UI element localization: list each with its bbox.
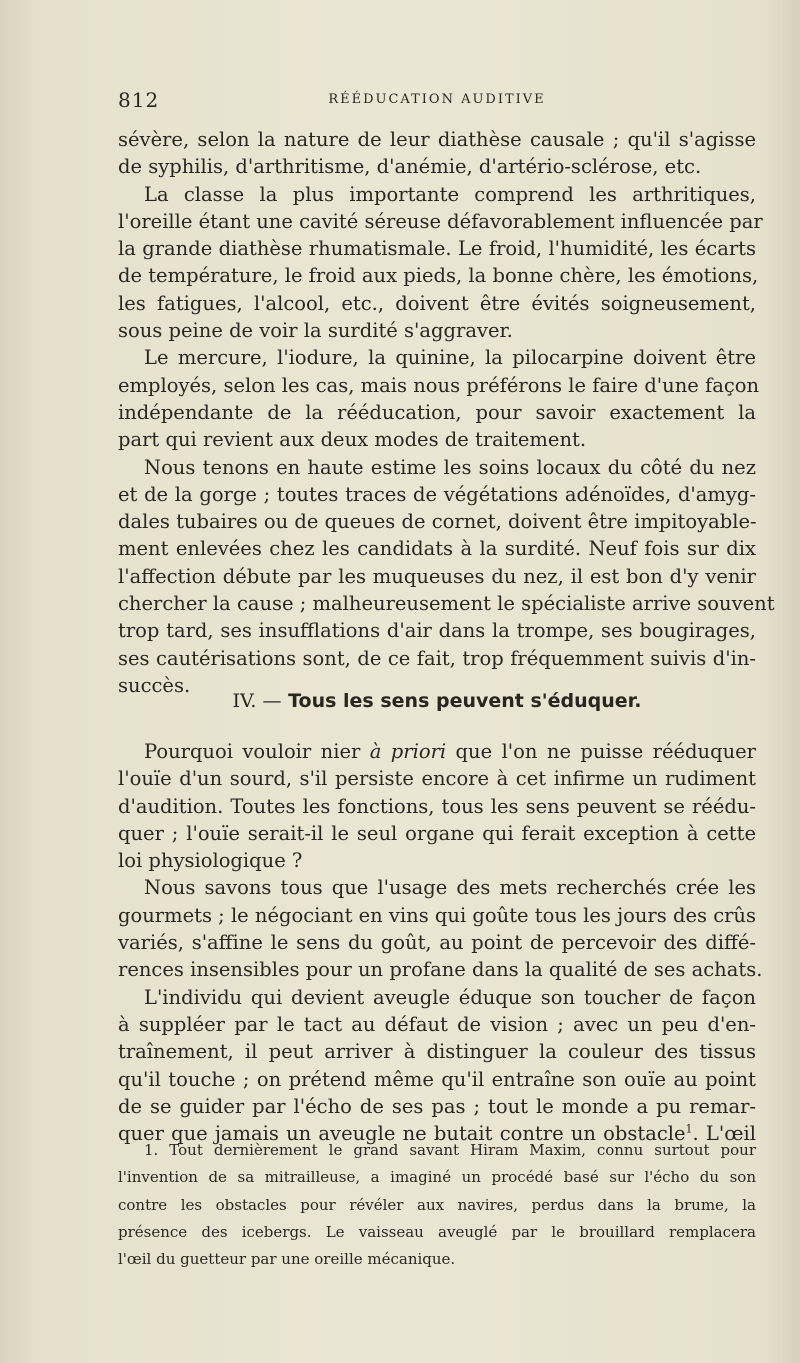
text-line: qu'il touche ; on prétend même qu'il entraîne son ouïe au point [118, 1067, 756, 1091]
running-title: RÉÉDUCATION AUDITIVE [328, 92, 546, 107]
text-line: d'audition. Toutes les fonctions, tous les sens peuvent se réédu- [118, 794, 756, 818]
text-line: traînement, il peut arriver à distinguer la couleur des tissus [118, 1040, 756, 1064]
page-number: 812 [118, 88, 160, 112]
text-line: l'affection débute par les muqueuses du nez, il est bon d'y venir [118, 564, 756, 588]
text-line: trop tard, ses insufflations d'air dans la trompe, ses bougirages, [118, 619, 756, 643]
footnote-marker: 1 [685, 1122, 693, 1136]
text-line: sévère, selon la nature de leur diathèse causale ; qu'il s'agisse [118, 128, 756, 151]
text-line: indépendante de la rééducation, pour savoir exactement la [118, 400, 756, 424]
text-line: variés, s'affine le sens du goût, au point de percevoir des diffé- [118, 931, 756, 955]
text-line: l'ouïe d'un sourd, s'il persiste encore à cet infirme un rudiment [118, 767, 756, 791]
body-text-section-1 [118, 126, 775, 699]
text-line: ses cautérisations sont, de ce fait, trop fréquemment suivis d'in- [118, 646, 756, 670]
text-fragment: . L'œil [692, 1122, 756, 1146]
text-line: gourmets ; le négociant en vins qui goûte tous les jours des crûs [118, 903, 756, 927]
text-line: Nous tenons en haute estime les soins locaux du côté du nez [144, 455, 756, 479]
text-line: Nous savons tous que l'usage des mets recherchés crée les [144, 876, 756, 900]
section-number: IV. — [232, 690, 282, 712]
footnote-line: 1. Tout dernièrement le grand savant Hiram Maxim, connu surtout pour [144, 1141, 756, 1159]
text-line: L'individu qui devient aveugle éduque son toucher de façon [144, 985, 756, 1009]
text-line: La classe la plus importante comprend les arthritiques, [144, 182, 756, 206]
text-fragment: Pourquoi vouloir nier [144, 740, 370, 763]
page-header [118, 88, 756, 112]
text-line: employés, selon les cas, mais nous préférons le faire d'une façon [118, 373, 760, 397]
text-fragment: quer que jamais un aveugle ne butait contre un obstacle [118, 1122, 686, 1146]
text-line: l'oreille étant une cavité séreuse défavorablement influencée par [118, 209, 763, 233]
text-line: sous peine de voir la surdité s'aggraver. [118, 319, 513, 343]
section-title: Tous les sens peuvent s'éduquer. [288, 690, 642, 712]
text-line: de se guider par l'écho de ses pas ; tout le monde a pu remar- [118, 1094, 756, 1118]
text-line: de syphilis, d'arthritisme, d'anémie, d'artério-sclérose, etc. [118, 155, 702, 179]
text-line [118, 738, 756, 765]
text-line: part qui revient aux deux modes de traitement. [118, 428, 587, 452]
footnote-line: présence des icebergs. Le vaisseau aveuglé par le brouillard remplacera [118, 1222, 756, 1241]
text-line: Le mercure, l'iodure, la quinine, la pilocarpine doivent être [144, 346, 756, 370]
text-line: rences insensibles pour un profane dans la qualité de ses achats. [118, 958, 763, 982]
text-line: chercher la cause ; malheureusement le spécialiste arrive souvent [118, 592, 775, 616]
text-line: à suppléer par le tact au défaut de vision ; avec un peu d'en- [118, 1012, 756, 1036]
text-line: de température, le froid aux pieds, la bonne chère, les émotions, [118, 264, 759, 288]
footnote-line: contre les obstacles pour révéler aux navires, perdus dans la brume, la [118, 1195, 756, 1214]
text-line: les fatigues, l'alcool, etc., doivent être évités soigneusement, [118, 291, 756, 315]
text-line: loi physiologique ? [118, 849, 303, 873]
text-line: ment enlevées chez les candidats à la surdité. Neuf fois sur dix [118, 537, 756, 561]
footnote-line: l'invention de sa mitrailleuse, a imaginé un procédé basé sur l'écho du son [118, 1168, 756, 1187]
section-heading [118, 690, 756, 712]
text-fragment: que l'on ne puisse rééduquer [446, 740, 756, 763]
text-line: dales tubaires ou de queues de cornet, doivent être impitoyable- [118, 510, 757, 534]
text-line: quer ; l'ouïe serait-il le seul organe qui ferait exception à cette [118, 821, 756, 845]
text-line: succès. [118, 673, 191, 697]
italic-phrase: à priori [369, 740, 447, 763]
text-line: la grande diathèse rhumatismale. Le froid, l'humidité, les écarts [118, 237, 756, 261]
text-line: et de la gorge ; toutes traces de végétations adénoïdes, d'amyg- [118, 482, 756, 506]
footnote [118, 1140, 756, 1276]
footnote-line: l'œil du guetteur par une oreille mécanique. [118, 1250, 456, 1269]
body-text-section-2 [118, 738, 763, 1147]
